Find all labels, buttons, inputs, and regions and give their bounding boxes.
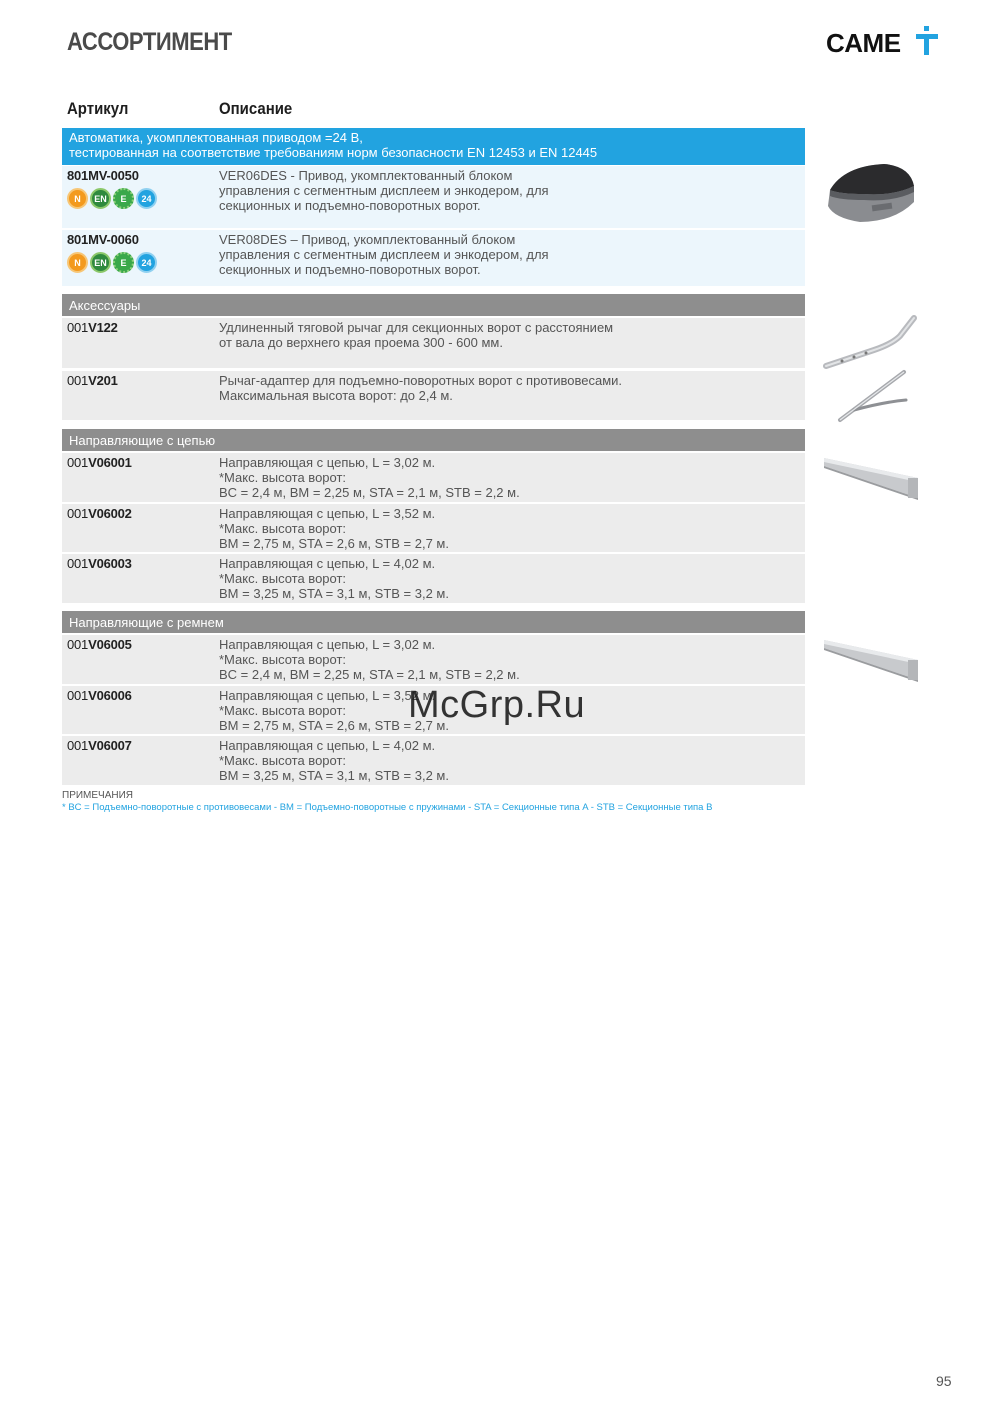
item-description: Направляющая с цепью, L = 3,52 м. *Макс. высота ворот: BM = 2,75 м, STA = 2,6 м, STB = 2,7 м.	[219, 506, 449, 551]
watermark: McGrp.Ru	[408, 684, 586, 726]
24v-badge-icon: 24	[136, 252, 157, 273]
column-header-description: Описание	[219, 99, 293, 118]
article-code: 001V06002	[67, 506, 132, 521]
table-row	[62, 318, 805, 368]
article-code: 001V06005	[67, 637, 132, 652]
article-code: 001V06006	[67, 688, 132, 703]
section-heading-accessories: Аксессуары	[62, 294, 805, 316]
section-heading-automation	[62, 128, 805, 165]
section-heading-line: тестированная на соответствие требованиям норм безопасности EN 12453 и EN 12445	[69, 145, 598, 160]
chain-rail-image	[822, 452, 922, 502]
item-description: Направляющая с цепью, L = 3,52 м. *Макс. высота ворот: BM = 2,75 м, STA = 2,6 м, STB = 2,7 м.	[219, 688, 449, 733]
table-row	[62, 453, 805, 502]
section-heading-chain-rails: Направляющие с цепью	[62, 429, 805, 451]
e-badge-icon: E	[113, 188, 134, 209]
table-row	[62, 736, 805, 785]
page-title: АССОРТИМЕНТ	[67, 28, 232, 56]
article-code: 001V06003	[67, 556, 132, 571]
table-row	[62, 230, 805, 286]
item-description: Направляющая с цепью, L = 3,02 м. *Макс. высота ворот: BC = 2,4 м, BM = 2,25 м, STA = 2,1 м, STB = 2,2 м.	[219, 455, 520, 500]
notes-label: ПРИМЕЧАНИЯ	[62, 790, 134, 801]
article-code: 801MV-0050	[67, 168, 139, 183]
column-header-article: Артикул	[67, 99, 129, 118]
article-code: 001V201	[67, 373, 118, 388]
section-heading-line: Автоматика, укомплектованная приводом =24 В,	[69, 130, 363, 145]
belt-rail-image	[822, 634, 922, 684]
table-row	[62, 504, 805, 552]
brand-logo	[826, 26, 946, 60]
item-description: Направляющая с цепью, L = 4,02 м. *Макс. высота ворот: BM = 3,25 м, STA = 3,1 м, STB = 3,2 м.	[219, 556, 449, 601]
came-logo-icon	[914, 26, 940, 56]
article-code: 001V122	[67, 320, 118, 335]
page-number: 95	[936, 1373, 952, 1389]
article-code: 001V06001	[67, 455, 132, 470]
logo-text: CAME	[826, 28, 901, 58]
n-badge-icon: N	[67, 252, 88, 273]
24v-badge-icon: 24	[136, 188, 157, 209]
item-description: Рычаг-адаптер для подъемно-поворотных ворот с противовесами. Максимальная высота ворот: до 2,4 м.	[219, 373, 623, 403]
table-row	[62, 635, 805, 684]
en-badge-icon: EN	[90, 252, 111, 273]
item-description: Направляющая с цепью, L = 4,02 м. *Макс. высота ворот: BM = 3,25 м, STA = 3,1 м, STB = 3,2 м.	[219, 738, 449, 783]
item-description: Удлиненный тяговой рычаг для секционных ворот с расстоянием от вала до верхнего края проема 300 - 600 мм.	[219, 320, 614, 350]
item-description: VER08DES – Привод, укомплектованный блоком управления с сегментным дисплеем и энкодером, для секционных и подъемно-поворотных ворот.	[219, 232, 549, 277]
item-description: Направляющая с цепью, L = 3,02 м. *Макс. высота ворот: BC = 2,4 м, BM = 2,25 м, STA = 2,1 м, STB = 2,2 м.	[219, 637, 520, 682]
article-code: 801MV-0060	[67, 232, 139, 247]
extended-arm-image	[822, 314, 922, 374]
gate-operator-image	[824, 160, 920, 230]
certification-badges	[67, 252, 157, 273]
en-badge-icon: EN	[90, 188, 111, 209]
table-row	[62, 554, 805, 603]
e-badge-icon: E	[113, 252, 134, 273]
notes-text: * BC = Подъемно-поворотные с противовесами - BM = Подъемно-поворотные с пружинами - STA = Секционные типа A - STB = Секционные типа B	[62, 802, 713, 813]
n-badge-icon: N	[67, 188, 88, 209]
certification-badges	[67, 188, 157, 209]
table-row	[62, 371, 805, 420]
article-code: 001V06007	[67, 738, 132, 753]
adapter-arm-image	[834, 366, 914, 426]
item-description: VER06DES - Привод, укомплектованный блоком управления с сегментным дисплеем и энкодером, для секционных и подъемно-поворотных ворот.	[219, 168, 549, 213]
table-row	[62, 166, 805, 228]
section-heading-belt-rails: Направляющие с ремнем	[62, 611, 805, 633]
